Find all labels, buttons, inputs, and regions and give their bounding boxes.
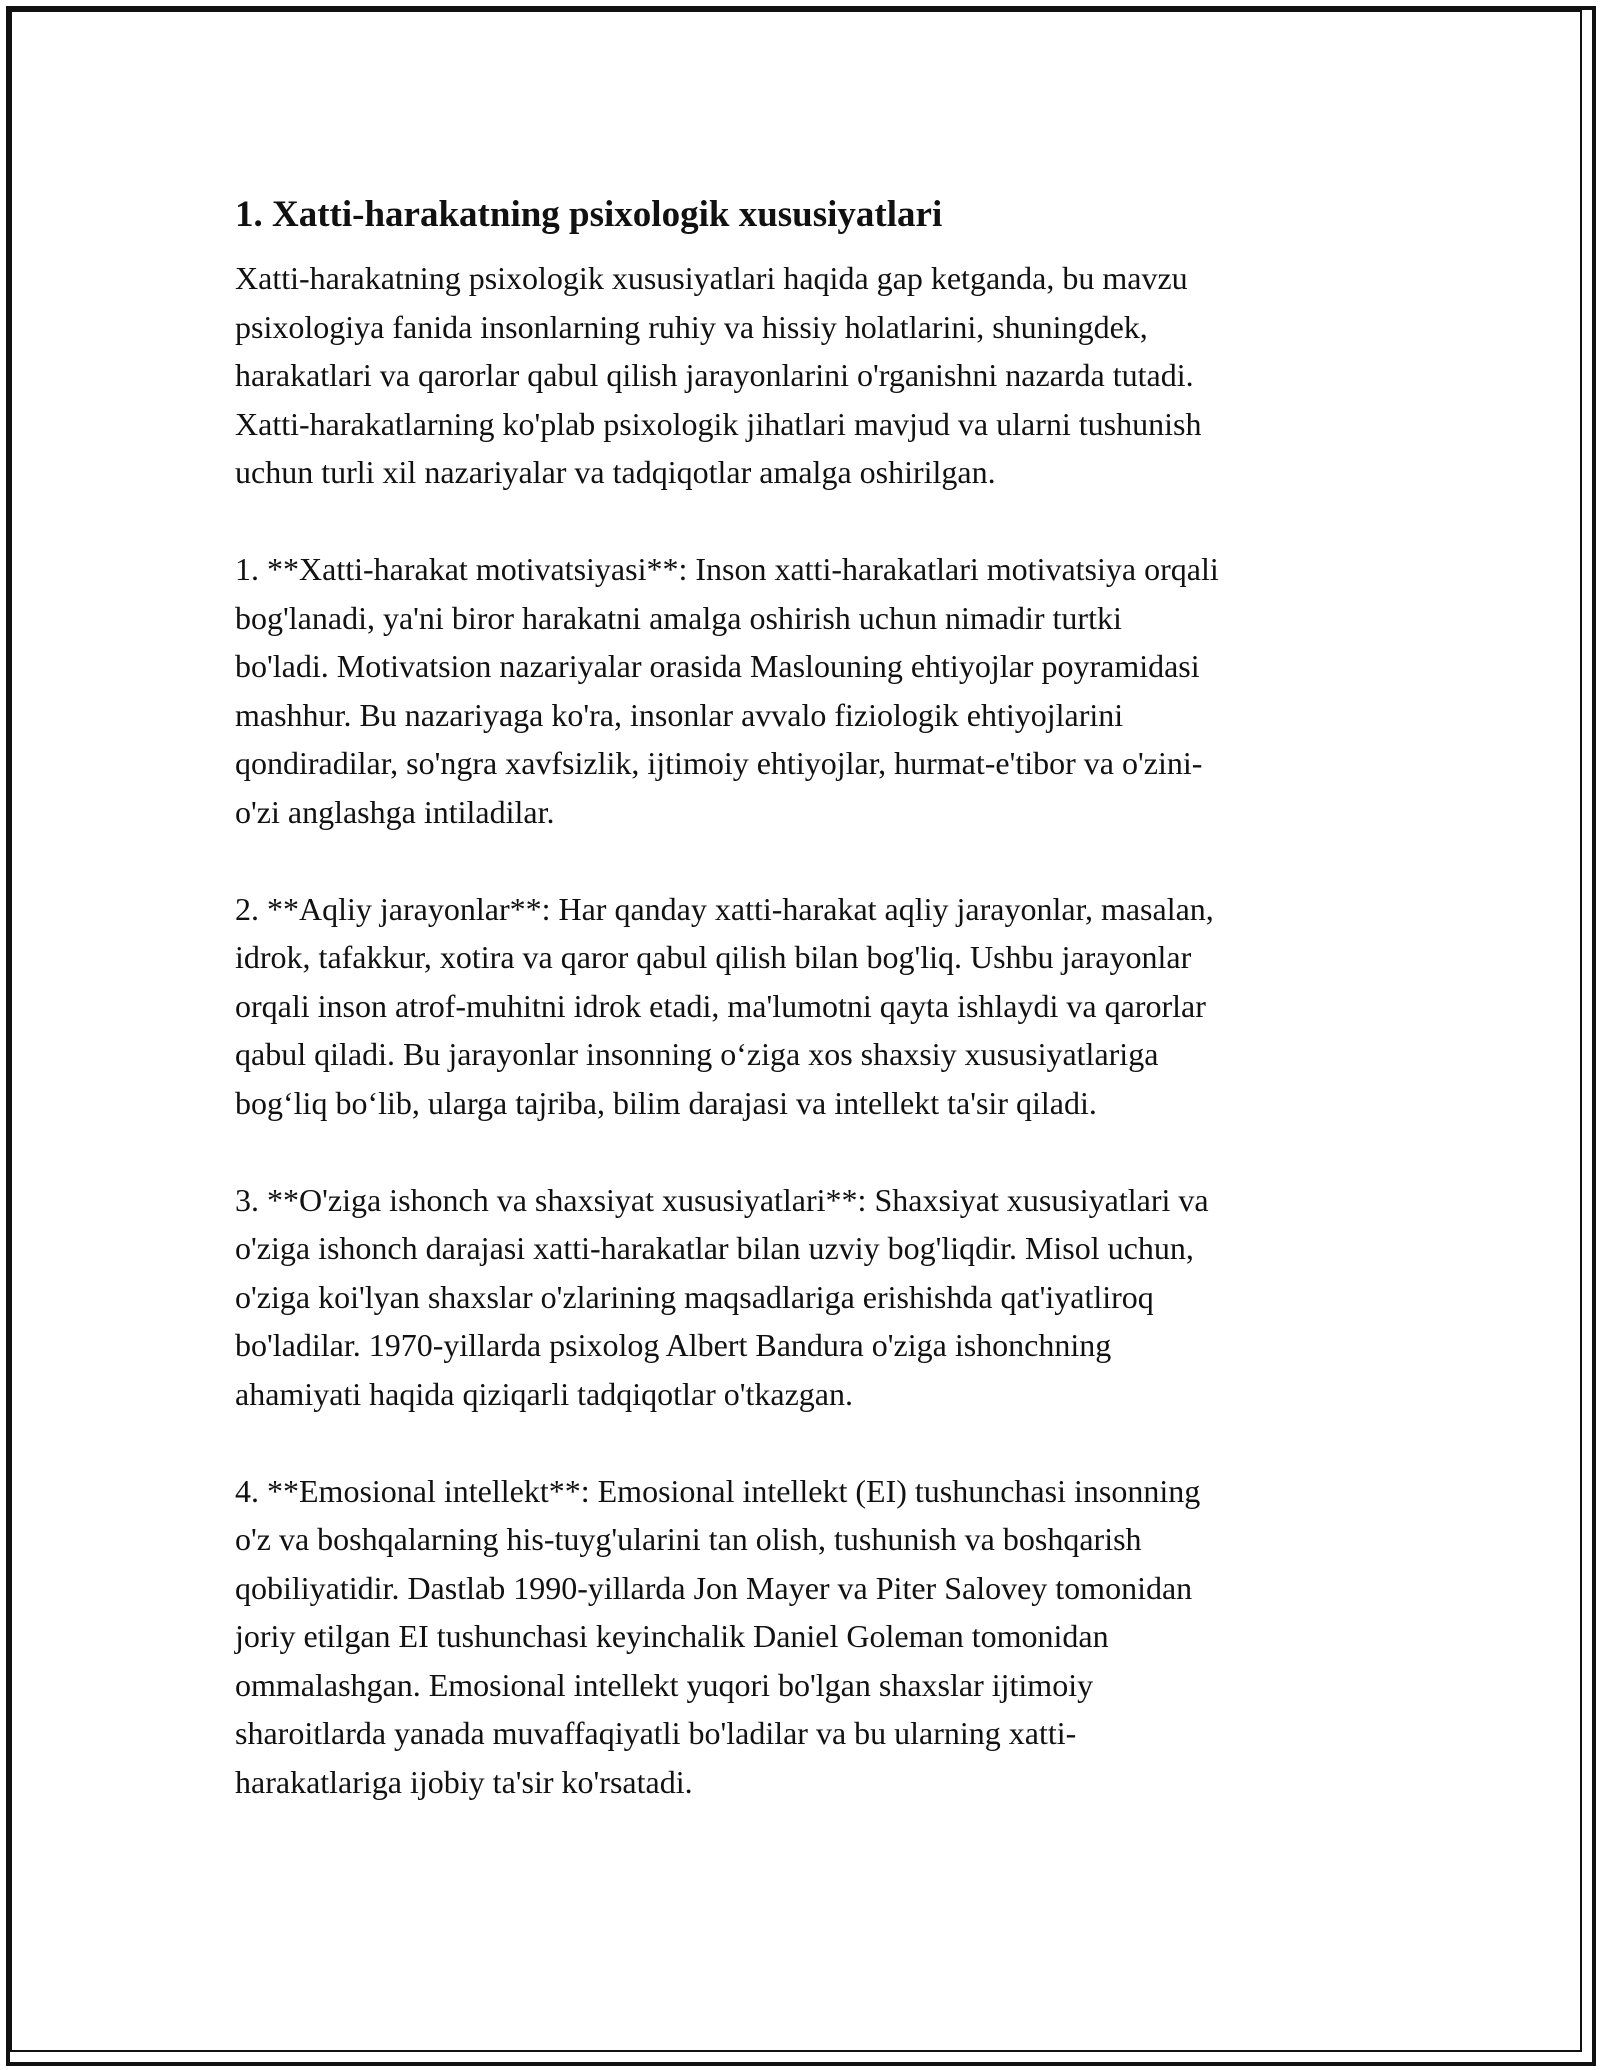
self-confidence-paragraph: [235, 1176, 1375, 1419]
paragraph-line: qondiradilar, so'ngra xavfsizlik, ijtimoiy ehtiyojlar, hurmat-e'tibor va o'zini-: [235, 745, 1203, 781]
emotional-intelligence-paragraph: [235, 1467, 1375, 1807]
paragraph-line: 4. **Emosional intellekt**: Emosional intellekt (EI) tushunchasi insonning: [235, 1472, 1201, 1509]
paragraph-line: bogʻliq boʻlib, ularga tajriba, bilim darajasi va intellekt ta'sir qiladi.: [235, 1084, 1097, 1121]
paragraph-line: o'ziga koi'lyan shaxslar o'zlarining maqsadlariga erishishda qat'iyatliroq: [235, 1278, 1154, 1315]
paragraph-line: Xatti-harakatning psixologik xususiyatlari haqida gap ketganda, bu mavzu: [235, 260, 1188, 296]
paragraph-line: ahamiyati haqida qiziqarli tadqiqotlar o'tkazgan.: [235, 1375, 853, 1412]
paragraph-line: Xatti-harakatlarning ko'plab psixologik jihatlari mavjud va ularni tushunish: [235, 405, 1202, 442]
paragraph-line: bo'ladi. Motivatsion nazariyalar orasida Maslouning ehtiyojlar poyramidasi: [235, 648, 1200, 684]
paragraph-line: qabul qiladi. Bu jarayonlar insonning oʻziga xos shaxsiy xususiyatlariga: [235, 1036, 1159, 1072]
paragraph-line: mashhur. Bu nazariyaga ko'ra, insonlar avvalo fiziologik ehtiyojlarini: [235, 696, 1124, 733]
paragraph-line: idrok, tafakkur, xotira va qaror qabul qilish bilan bog'liq. Ushbu jarayonlar: [235, 939, 1192, 975]
paragraph-line: bo'ladilar. 1970-yillarda psixolog Albert Bandura o'ziga ishonchning: [235, 1327, 1112, 1363]
paragraph-line: o'ziga ishonch darajasi xatti-harakatlar bilan uzviy bog'liqdir. Misol uchun,: [235, 1230, 1194, 1266]
paragraph-line: harakatlariga ijobiy ta'sir ko'rsatadi.: [235, 1763, 693, 1800]
paragraph-line: qobiliyatidir. Dastlab 1990-yillarda Jon Mayer va Piter Salovey tomonidan: [235, 1569, 1193, 1606]
paragraph-line: harakatlari va qarorlar qabul qilish jarayonlarini o'rganishni nazarda tutadi.: [235, 357, 1194, 393]
motivation-paragraph: [235, 545, 1375, 836]
cognitive-processes-paragraph: [235, 885, 1375, 1128]
document-body: [235, 188, 1375, 1806]
paragraph-line: psixologiya fanida insonlarning ruhiy va hissiy holatlarini, shuningdek,: [235, 308, 1148, 345]
paragraph-line: o'z va boshqalarning his-tuyg'ularini tan olish, tushunish va boshqarish: [235, 1521, 1142, 1557]
paragraph-line: joriy etilgan EI tushunchasi keyinchalik Daniel Goleman tomonidan: [235, 1618, 1109, 1654]
section-heading: 1. Xatti-harakatning psixologik xususiyatlari: [235, 194, 943, 235]
paragraph-line: 2. **Aqliy jarayonlar**: Har qanday xatti-harakat aqliy jarayonlar, masalan,: [235, 890, 1214, 927]
paragraph-line: 3. **O'ziga ishonch va shaxsiyat xususiyatlari**: Shaxsiyat xususiyatlari va: [235, 1181, 1209, 1218]
paragraph-line: o'zi anglashga intiladilar.: [235, 793, 555, 830]
paragraph-line: uchun turli xil nazariyalar va tadqiqotlar amalga oshirilgan.: [235, 454, 996, 490]
paragraph-line: sharoitlarda yanada muvaffaqiyatli bo'ladilar va bu ularning xatti-: [235, 1715, 1077, 1751]
paragraph-line: bog'lanadi, ya'ni biror harakatni amalga oshirish uchun nimadir turtki: [235, 599, 1122, 636]
intro-paragraph: [235, 254, 1375, 497]
paragraph-line: ommalashgan. Emosional intellekt yuqori bo'lgan shaxslar ijtimoiy: [235, 1666, 1094, 1703]
paragraph-line: 1. **Xatti-harakat motivatsiyasi**: Inson xatti-harakatlari motivatsiya orqali: [235, 551, 1219, 587]
paragraph-line: orqali inson atrof-muhitni idrok etadi, ma'lumotni qayta ishlaydi va qarorlar: [235, 987, 1206, 1024]
